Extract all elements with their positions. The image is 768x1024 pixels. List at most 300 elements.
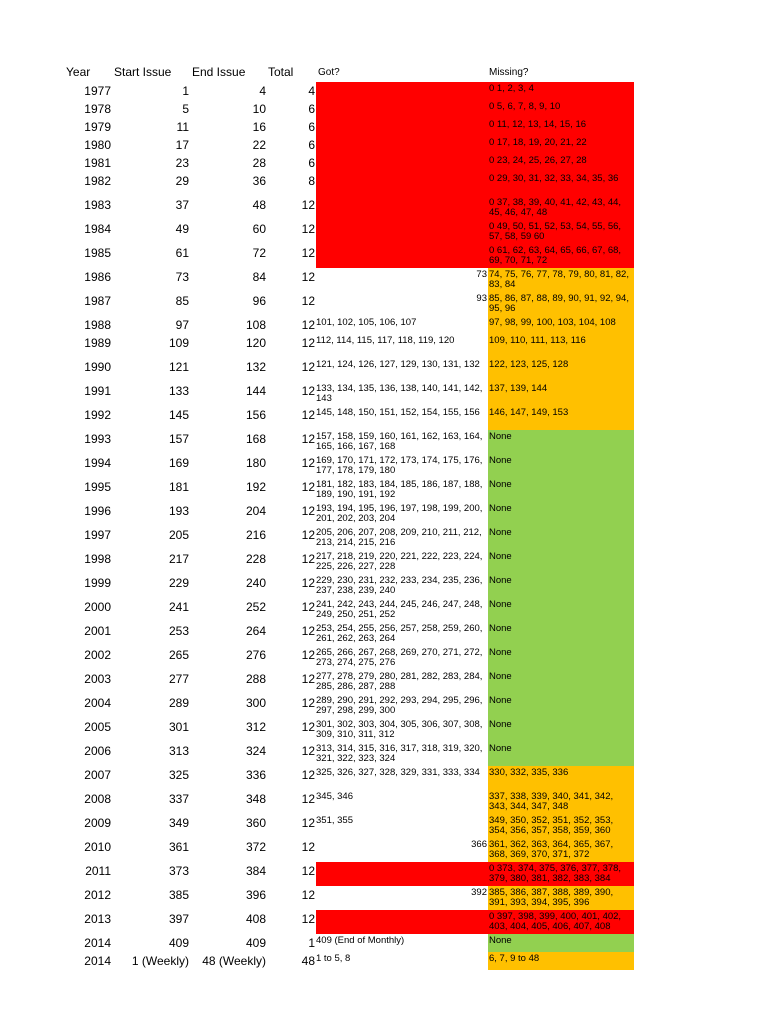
missing-cell: 0 373, 374, 375, 376, 377, 378, 379, 380, 381, 382, 383, 384 — [488, 862, 634, 886]
got-count: 392 — [471, 887, 487, 898]
total-cell: 6 — [308, 102, 315, 116]
table-row — [0, 838, 768, 862]
table-row — [0, 934, 768, 952]
missing-cell: None — [488, 934, 634, 952]
start-issue-cell: 157 — [168, 432, 189, 446]
total-cell: 12 — [301, 912, 315, 926]
total-cell: 1 — [308, 936, 315, 950]
end-issue-cell: 372 — [245, 840, 266, 854]
table-row — [0, 430, 768, 454]
total-cell: 12 — [301, 336, 315, 350]
end-issue-cell: 16 — [252, 120, 266, 134]
got-cell — [316, 334, 488, 358]
missing-cell: None — [488, 574, 634, 598]
got-cell — [316, 244, 488, 268]
table-row — [0, 502, 768, 526]
missing-cell: 97, 98, 99, 100, 103, 104, 108 — [488, 316, 634, 334]
start-issue-cell: 11 — [176, 120, 189, 134]
year-cell: 2010 — [84, 840, 111, 854]
got-cell — [316, 502, 488, 526]
end-issue-header: End Issue — [192, 65, 246, 79]
start-issue-cell: 265 — [168, 648, 189, 662]
total-cell: 12 — [301, 792, 315, 806]
end-issue-cell: 72 — [252, 246, 266, 260]
year-cell: 1981 — [84, 156, 111, 170]
table-row — [0, 910, 768, 934]
start-issue-cell: 121 — [168, 360, 189, 374]
got-cell — [316, 886, 488, 910]
total-cell: 12 — [301, 576, 315, 590]
year-cell: 2013 — [84, 912, 111, 926]
start-issue-cell: 61 — [175, 246, 189, 260]
total-cell: 12 — [301, 480, 315, 494]
table-row — [0, 382, 768, 406]
end-issue-cell: 144 — [245, 384, 266, 398]
start-issue-cell: 349 — [168, 816, 189, 830]
missing-cell: 0 49, 50, 51, 52, 53, 54, 55, 56, 57, 58, 59 60 — [488, 220, 634, 244]
start-issue-cell: 109 — [168, 336, 189, 350]
start-issue-cell: 181 — [168, 480, 189, 494]
got-header: Got? — [318, 67, 340, 78]
got-cell — [316, 790, 488, 814]
start-issue-cell: 337 — [168, 792, 189, 806]
got-cell — [316, 670, 488, 694]
got-cell — [316, 694, 488, 718]
total-cell: 12 — [301, 552, 315, 566]
total-cell: 12 — [301, 648, 315, 662]
got-cell — [316, 82, 488, 100]
got-text: 169, 170, 171, 172, 173, 174, 175, 176, 177, 178, 179, 180 — [316, 455, 483, 476]
table-row — [0, 790, 768, 814]
table-row — [0, 172, 768, 196]
missing-cell: None — [488, 718, 634, 742]
table-row — [0, 118, 768, 136]
total-cell: 12 — [301, 888, 315, 902]
year-cell: 1987 — [84, 294, 111, 308]
got-text: 289, 290, 291, 292, 293, 294, 295, 296, 297, 298, 299, 300 — [316, 695, 483, 716]
got-cell — [316, 358, 488, 382]
end-issue-cell: 10 — [252, 102, 266, 116]
year-cell: 1986 — [84, 270, 111, 284]
year-cell: 2009 — [84, 816, 111, 830]
start-issue-cell: 97 — [175, 318, 189, 332]
end-issue-cell: 216 — [245, 528, 266, 542]
year-cell: 2001 — [84, 624, 111, 638]
table-row — [0, 154, 768, 172]
table-row — [0, 268, 768, 292]
start-issue-cell: 361 — [168, 840, 189, 854]
end-issue-cell: 312 — [245, 720, 266, 734]
missing-cell: None — [488, 598, 634, 622]
got-cell — [316, 118, 488, 136]
got-text: 241, 242, 243, 244, 245, 246, 247, 248, 249, 250, 251, 252 — [316, 599, 483, 620]
year-cell: 1978 — [84, 102, 111, 116]
total-cell: 12 — [301, 408, 315, 422]
start-issue-cell: 229 — [168, 576, 189, 590]
start-issue-cell: 169 — [168, 456, 189, 470]
end-issue-cell: 36 — [252, 174, 266, 188]
got-text: 265, 266, 267, 268, 269, 270, 271, 272, 273, 274, 275, 276 — [316, 647, 483, 668]
got-text: 217, 218, 219, 220, 221, 222, 223, 224, 225, 226, 227, 228 — [316, 551, 483, 572]
year-cell: 1982 — [84, 174, 111, 188]
year-cell: 2011 — [85, 864, 111, 878]
end-issue-cell: 396 — [245, 888, 266, 902]
missing-cell: 330, 332, 335, 336 — [488, 766, 634, 790]
total-cell: 12 — [301, 504, 315, 518]
total-cell: 12 — [301, 456, 315, 470]
start-issue-cell: 313 — [168, 744, 189, 758]
start-issue-cell: 373 — [168, 864, 189, 878]
missing-cell: 6, 7, 9 to 48 — [488, 952, 634, 970]
table-row — [0, 334, 768, 358]
missing-cell: 0 23, 24, 25, 26, 27, 28 — [488, 154, 634, 172]
end-issue-cell: 252 — [245, 600, 266, 614]
end-issue-cell: 360 — [245, 816, 266, 830]
year-cell: 2014 — [84, 936, 111, 950]
total-cell: 12 — [301, 840, 315, 854]
missing-cell: 137, 139, 144 — [488, 382, 634, 406]
year-cell: 1999 — [84, 576, 111, 590]
year-cell: 1979 — [84, 120, 111, 134]
year-cell: 1990 — [84, 360, 111, 374]
missing-cell: 85, 86, 87, 88, 89, 90, 91, 92, 94, 95, 96 — [488, 292, 634, 316]
missing-cell: 0 17, 18, 19, 20, 21, 22 — [488, 136, 634, 154]
start-issue-cell: 205 — [168, 528, 189, 542]
missing-cell: 361, 362, 363, 364, 365, 367, 368, 369, 370, 371, 372 — [488, 838, 634, 862]
year-cell: 1995 — [84, 480, 111, 494]
end-issue-cell: 84 — [252, 270, 266, 284]
end-issue-cell: 120 — [245, 336, 266, 350]
start-issue-cell: 73 — [175, 270, 189, 284]
got-cell — [316, 550, 488, 574]
total-cell: 4 — [308, 84, 315, 98]
year-cell: 2012 — [84, 888, 111, 902]
start-issue-cell: 289 — [168, 696, 189, 710]
missing-cell: None — [488, 694, 634, 718]
year-cell: 1994 — [84, 456, 111, 470]
start-issue-cell: 241 — [168, 600, 189, 614]
missing-cell: 74, 75, 76, 77, 78, 79, 80, 81, 82, 83, 84 — [488, 268, 634, 292]
got-cell — [316, 220, 488, 244]
got-cell — [316, 766, 488, 790]
start-issue-cell: 29 — [175, 174, 189, 188]
table-row — [0, 952, 768, 970]
total-cell: 12 — [301, 198, 315, 212]
total-cell: 12 — [301, 318, 315, 332]
table-row — [0, 478, 768, 502]
got-text: 253, 254, 255, 256, 257, 258, 259, 260, 261, 262, 263, 264 — [316, 623, 483, 644]
total-cell: 12 — [301, 432, 315, 446]
missing-cell: 122, 123, 125, 128 — [488, 358, 634, 382]
missing-cell: None — [488, 430, 634, 454]
end-issue-cell: 276 — [245, 648, 266, 662]
start-issue-cell: 385 — [168, 888, 189, 902]
missing-cell: None — [488, 646, 634, 670]
got-cell — [316, 622, 488, 646]
table-row — [0, 670, 768, 694]
start-issue-cell: 397 — [168, 912, 189, 926]
year-cell: 1980 — [84, 138, 111, 152]
start-issue-cell: 217 — [168, 552, 189, 566]
total-cell: 12 — [301, 816, 315, 830]
total-cell: 12 — [301, 528, 315, 542]
got-cell — [316, 952, 488, 970]
start-issue-cell: 1 (Weekly) — [131, 954, 189, 968]
total-cell: 12 — [301, 384, 315, 398]
year-cell: 2000 — [84, 600, 111, 614]
got-text: 193, 194, 195, 196, 197, 198, 199, 200, 201, 202, 203, 204 — [316, 503, 483, 524]
end-issue-cell: 28 — [252, 156, 266, 170]
year-cell: 2008 — [84, 792, 111, 806]
year-cell: 2005 — [84, 720, 111, 734]
total-cell: 12 — [301, 270, 315, 284]
got-cell — [316, 718, 488, 742]
end-issue-cell: 108 — [245, 318, 266, 332]
year-cell: 1985 — [84, 246, 111, 260]
got-text: 121, 124, 126, 127, 129, 130, 131, 132 — [316, 359, 480, 370]
total-cell: 12 — [301, 744, 315, 758]
table-row — [0, 622, 768, 646]
got-text: 313, 314, 315, 316, 317, 318, 319, 320, 321, 322, 323, 324 — [316, 743, 483, 764]
total-cell: 48 — [301, 954, 315, 968]
missing-cell: 109, 110, 111, 113, 116 — [488, 334, 634, 358]
got-cell — [316, 454, 488, 478]
end-issue-cell: 4 — [259, 84, 266, 98]
missing-cell: 0 29, 30, 31, 32, 33, 34, 35, 36 — [488, 172, 634, 196]
total-cell: 12 — [301, 864, 315, 878]
start-issue-cell: 49 — [175, 222, 189, 236]
year-cell: 1996 — [84, 504, 111, 518]
got-text: 133, 134, 135, 136, 138, 140, 141, 142, 143 — [316, 383, 483, 404]
got-cell — [316, 136, 488, 154]
year-cell: 1997 — [84, 528, 111, 542]
table-row — [0, 358, 768, 382]
got-cell — [316, 316, 488, 334]
end-issue-cell: 156 — [245, 408, 266, 422]
year-cell: 1992 — [84, 408, 111, 422]
missing-cell: 337, 338, 339, 340, 341, 342, 343, 344, 347, 348 — [488, 790, 634, 814]
year-cell: 2007 — [84, 768, 111, 782]
end-issue-cell: 336 — [245, 768, 266, 782]
total-cell: 6 — [308, 156, 315, 170]
end-issue-cell: 60 — [252, 222, 266, 236]
year-cell: 2003 — [84, 672, 111, 686]
table-row — [0, 814, 768, 838]
got-cell — [316, 406, 488, 430]
table-row — [0, 292, 768, 316]
start-issue-cell: 133 — [168, 384, 189, 398]
start-issue-cell: 23 — [175, 156, 189, 170]
got-text: 229, 230, 231, 232, 233, 234, 235, 236, 237, 238, 239, 240 — [316, 575, 483, 596]
total-cell: 12 — [301, 672, 315, 686]
total-cell: 12 — [301, 696, 315, 710]
got-text: 1 to 5, 8 — [316, 953, 351, 964]
got-cell — [316, 574, 488, 598]
got-cell — [316, 268, 488, 292]
total-cell: 12 — [301, 222, 315, 236]
got-cell — [316, 910, 488, 934]
got-count: 366 — [471, 839, 487, 850]
year-header: Year — [66, 65, 91, 79]
missing-cell: 0 5, 6, 7, 8, 9, 10 — [488, 100, 634, 118]
table-row — [0, 574, 768, 598]
got-cell — [316, 292, 488, 316]
year-cell: 1988 — [84, 318, 111, 332]
missing-cell: None — [488, 502, 634, 526]
start-issue-cell: 85 — [175, 294, 189, 308]
start-issue-cell: 193 — [168, 504, 189, 518]
got-text: 101, 102, 105, 106, 107 — [316, 317, 417, 328]
got-cell — [316, 838, 488, 862]
start-issue-cell: 37 — [175, 198, 189, 212]
got-count: 73 — [476, 269, 487, 280]
table-row — [0, 100, 768, 118]
table-row — [0, 82, 768, 100]
start-issue-cell: 5 — [182, 102, 189, 116]
missing-cell: 385, 386, 387, 388, 389, 390, 391, 393, 394, 395, 396 — [488, 886, 634, 910]
got-cell — [316, 196, 488, 220]
got-cell — [316, 934, 488, 952]
total-cell: 12 — [301, 768, 315, 782]
start-issue-cell: 253 — [168, 624, 189, 638]
end-issue-cell: 288 — [245, 672, 266, 686]
got-cell — [316, 382, 488, 406]
start-issue-cell: 325 — [168, 768, 189, 782]
got-text: 325, 326, 327, 328, 329, 331, 333, 334 — [316, 767, 480, 778]
missing-cell: None — [488, 550, 634, 574]
year-cell: 1991 — [84, 384, 111, 398]
end-issue-cell: 22 — [252, 138, 266, 152]
year-cell: 1998 — [84, 552, 111, 566]
year-cell: 2002 — [84, 648, 111, 662]
table-row — [0, 862, 768, 886]
table-row — [0, 526, 768, 550]
total-cell: 12 — [301, 720, 315, 734]
got-text: 205, 206, 207, 208, 209, 210, 211, 212, 213, 214, 215, 216 — [316, 527, 482, 548]
got-cell — [316, 526, 488, 550]
start-issue-cell: 301 — [168, 720, 189, 734]
total-cell: 12 — [301, 624, 315, 638]
got-text: 181, 182, 183, 184, 185, 186, 187, 188, 189, 190, 191, 192 — [316, 479, 483, 500]
got-cell — [316, 430, 488, 454]
end-issue-cell: 48 — [252, 198, 266, 212]
got-cell — [316, 814, 488, 838]
year-cell: 2006 — [84, 744, 111, 758]
year-cell: 1989 — [84, 336, 111, 350]
total-cell: 12 — [301, 246, 315, 260]
total-cell: 8 — [308, 174, 315, 188]
got-text: 345, 346 — [316, 791, 353, 802]
start-issue-cell: 277 — [168, 672, 189, 686]
table-row — [0, 598, 768, 622]
table-row — [0, 886, 768, 910]
missing-cell: 0 397, 398, 399, 400, 401, 402, 403, 404, 405, 406, 407, 408 — [488, 910, 634, 934]
total-cell: 12 — [301, 294, 315, 308]
missing-cell: None — [488, 526, 634, 550]
got-text: 301, 302, 303, 304, 305, 306, 307, 308, 309, 310, 311, 312 — [316, 719, 483, 740]
end-issue-cell: 409 — [245, 936, 266, 950]
table-row — [0, 316, 768, 334]
year-cell: 1984 — [84, 222, 111, 236]
missing-cell: None — [488, 478, 634, 502]
start-issue-header: Start Issue — [114, 65, 172, 79]
table-row — [0, 718, 768, 742]
got-text: 157, 158, 159, 160, 161, 162, 163, 164, 165, 166, 167, 168 — [316, 431, 483, 452]
got-text: 112, 114, 115, 117, 118, 119, 120 — [316, 335, 455, 346]
start-issue-cell: 17 — [175, 138, 189, 152]
missing-cell: None — [488, 742, 634, 766]
missing-cell: 146, 147, 149, 153 — [488, 406, 634, 430]
got-cell — [316, 862, 488, 886]
table-row — [0, 694, 768, 718]
end-issue-cell: 204 — [245, 504, 266, 518]
end-issue-cell: 180 — [245, 456, 266, 470]
start-issue-cell: 145 — [168, 408, 189, 422]
table-row — [0, 196, 768, 220]
got-count: 93 — [476, 293, 487, 304]
end-issue-cell: 240 — [245, 576, 266, 590]
table-row — [0, 550, 768, 574]
got-cell — [316, 598, 488, 622]
end-issue-cell: 348 — [245, 792, 266, 806]
total-header: Total — [268, 65, 294, 79]
table-row — [0, 646, 768, 670]
table-row — [0, 220, 768, 244]
missing-cell: None — [488, 454, 634, 478]
got-cell — [316, 478, 488, 502]
start-issue-cell: 1 — [182, 84, 189, 98]
year-cell: 1983 — [84, 198, 111, 212]
issues-table — [0, 82, 768, 970]
end-issue-cell: 96 — [252, 294, 266, 308]
total-cell: 6 — [308, 138, 315, 152]
got-cell — [316, 646, 488, 670]
missing-cell: 0 11, 12, 13, 14, 15, 16 — [488, 118, 634, 136]
year-cell: 1977 — [84, 84, 111, 98]
missing-cell: 0 1, 2, 3, 4 — [488, 82, 634, 100]
end-issue-cell: 300 — [245, 696, 266, 710]
start-issue-cell: 409 — [168, 936, 189, 950]
year-cell: 2014 — [84, 954, 111, 968]
missing-cell: 349, 350, 352, 351, 352, 353, 354, 356, 357, 358, 359, 360 — [488, 814, 634, 838]
end-issue-cell: 324 — [245, 744, 266, 758]
missing-header: Missing? — [489, 67, 529, 78]
total-cell: 6 — [308, 120, 315, 134]
end-issue-cell: 228 — [245, 552, 266, 566]
got-cell — [316, 100, 488, 118]
end-issue-cell: 408 — [245, 912, 266, 926]
missing-cell: 0 37, 38, 39, 40, 41, 42, 43, 44, 45, 46, 47, 48 — [488, 196, 634, 220]
year-cell: 2004 — [84, 696, 111, 710]
table-row — [0, 454, 768, 478]
missing-cell: None — [488, 622, 634, 646]
table-row — [0, 766, 768, 790]
year-cell: 1993 — [84, 432, 111, 446]
end-issue-cell: 384 — [245, 864, 266, 878]
end-issue-cell: 48 (Weekly) — [202, 954, 266, 968]
missing-cell: None — [488, 670, 634, 694]
end-issue-cell: 132 — [245, 360, 266, 374]
table-row — [0, 136, 768, 154]
end-issue-cell: 168 — [245, 432, 266, 446]
total-cell: 12 — [301, 360, 315, 374]
table-row — [0, 742, 768, 766]
total-cell: 12 — [301, 600, 315, 614]
end-issue-cell: 264 — [245, 624, 266, 638]
got-text: 351, 355 — [316, 815, 353, 826]
got-cell — [316, 742, 488, 766]
got-text: 409 (End of Monthly) — [316, 935, 405, 946]
